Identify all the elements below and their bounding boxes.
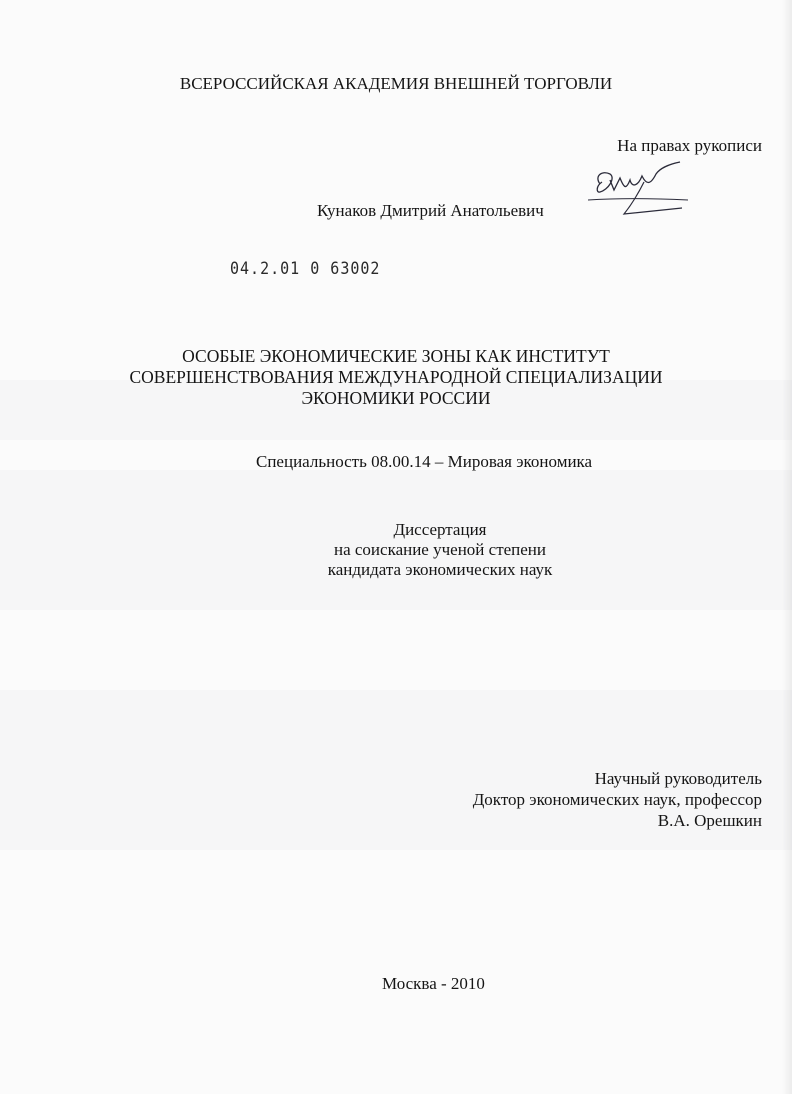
author-name: Кунаков Дмитрий Анатольевич — [317, 201, 544, 220]
city-year: Москва - 2010 — [382, 974, 485, 993]
manuscript-rights: На правах рукописи — [617, 136, 762, 155]
specialty: Специальность 08.00.14 – Мировая экономика — [256, 452, 593, 471]
degree-line-2: на соискание ученой степени — [333, 540, 547, 559]
degree-statement — [0, 520, 792, 580]
advisor-degree: Доктор экономических наук, профессор — [472, 790, 762, 809]
degree-line-1: Диссертация — [393, 520, 487, 539]
title-line-3: ЭКОНОМИКИ РОССИИ — [301, 388, 491, 408]
title-line-1: ОСОБЫЕ ЭКОНОМИЧЕСКИЕ ЗОНЫ КАК ИНСТИТУТ — [182, 346, 610, 366]
advisor-role: Научный руководитель — [594, 769, 762, 788]
registration-number: 04.2.01 0 63002 — [230, 258, 381, 279]
title-line-2: СОВЕРШЕНСТВОВАНИЯ МЕЖДУНАРОДНОЙ СПЕЦИАЛИЗАЦИИ — [129, 367, 663, 387]
advisor-name: В.А. Орешкин — [657, 811, 762, 830]
degree-line-3: кандидата экономических наук — [327, 560, 553, 579]
scientific-advisor — [473, 768, 762, 831]
institution-name: ВСЕРОССИЙСКАЯ АКАДЕМИЯ ВНЕШНЕЙ ТОРГОВЛИ — [179, 74, 613, 93]
dissertation-title — [0, 346, 792, 409]
signature — [588, 160, 698, 222]
